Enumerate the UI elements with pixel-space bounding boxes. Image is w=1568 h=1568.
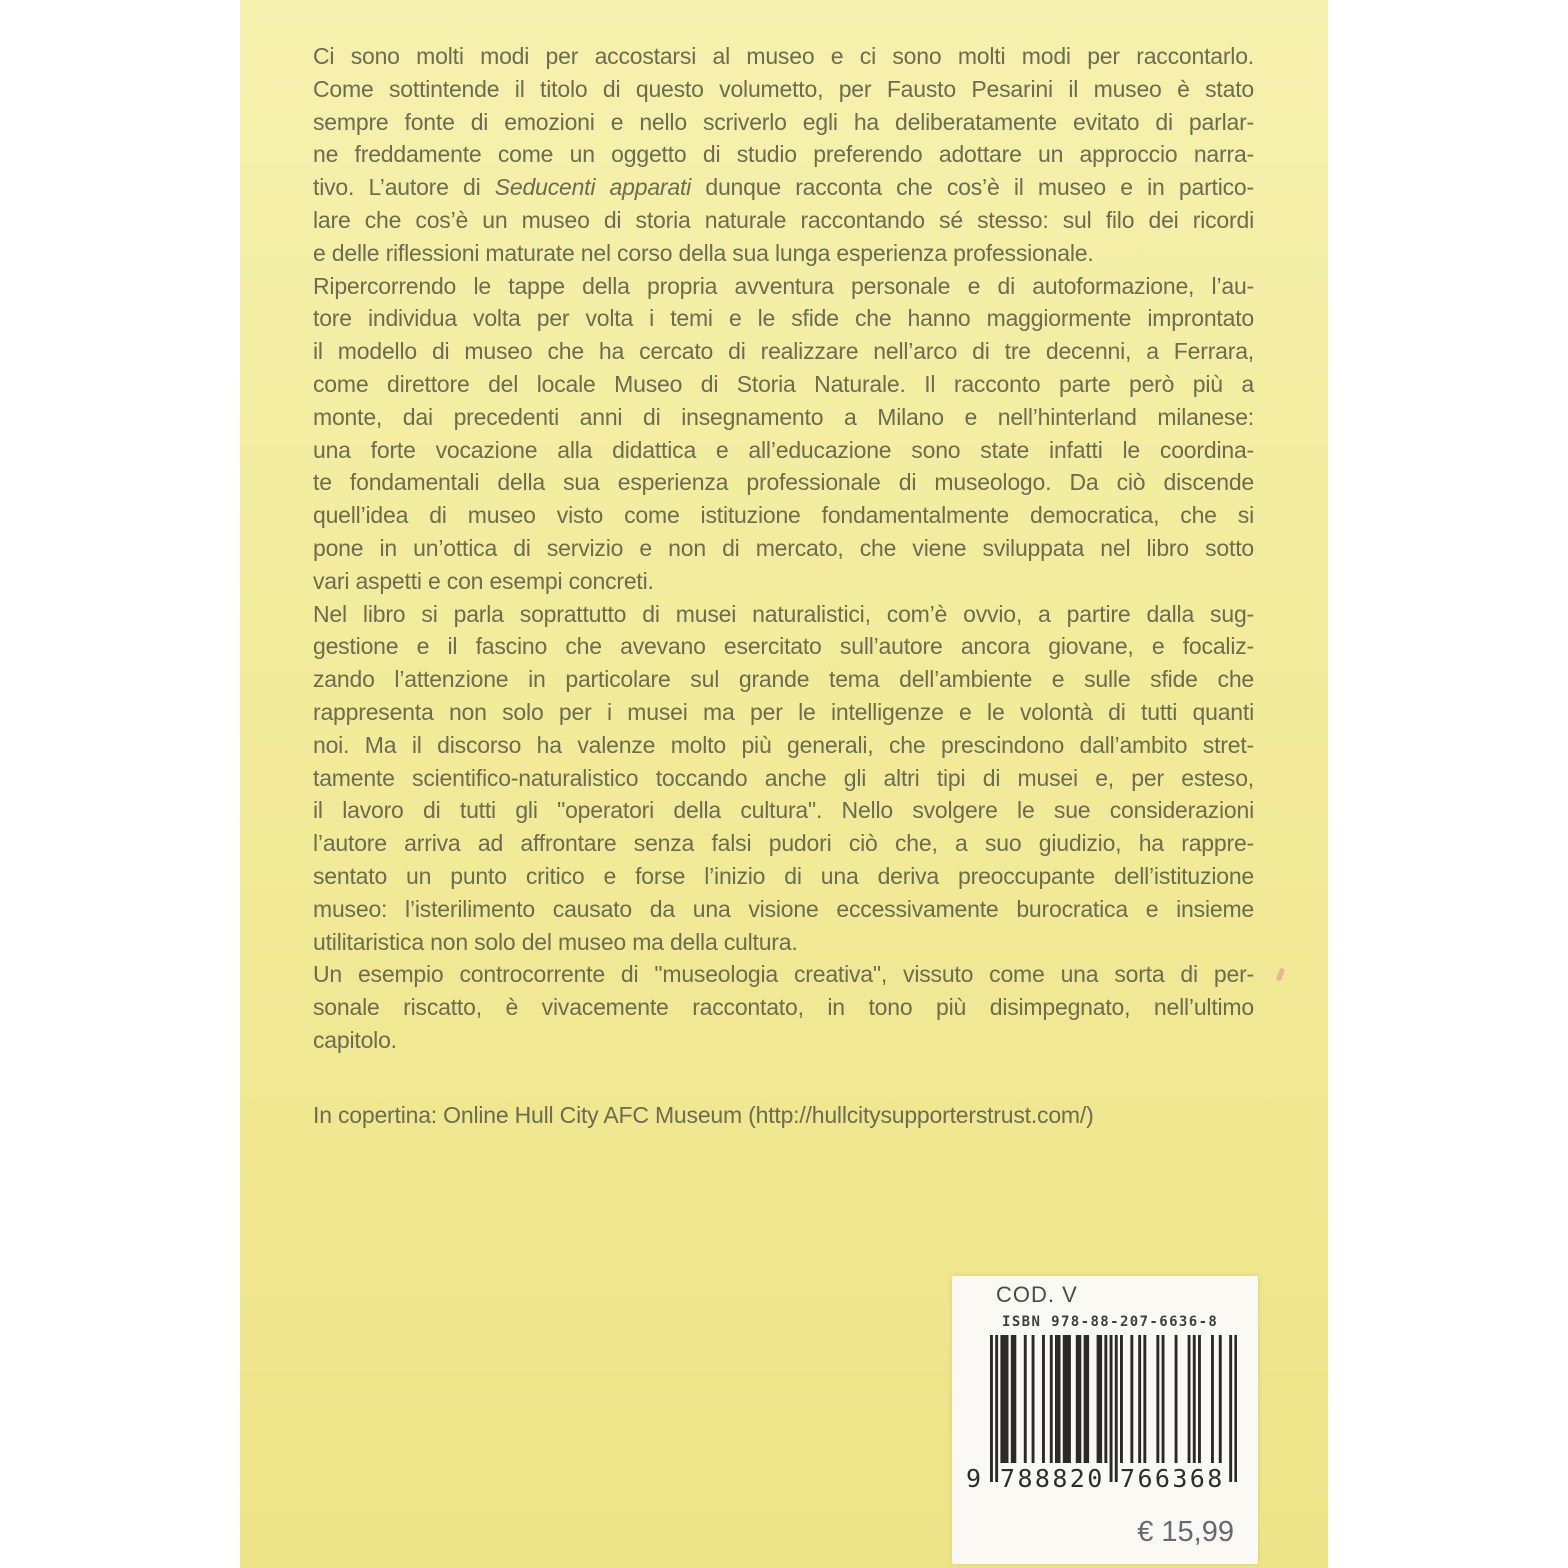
blurb-line: tivo. L’autore di Seducenti apparati dunque racconta che cos’è il museo e in partico- (313, 174, 1254, 201)
blurb-line: tore individua volta per volta i temi e le sfide che hanno maggiormente improntato (313, 305, 1254, 332)
blurb-line: lare che cos’è un museo di storia naturale raccontando sé stesso: sul filo dei ricordi (313, 206, 1254, 233)
cover-credit-line: In copertina: Online Hull City AFC Museum (http://hullcitysupporterstrust.com/) (313, 1102, 1094, 1128)
blurb-line: tamente scientifico-naturalistico toccando anche gli altri tipi di musei e, per esteso, (313, 764, 1254, 791)
blurb-line: sentato un punto critico e forse l’inizio di una deriva preoccupante dell’istituzione (313, 862, 1254, 889)
barcode-panel (952, 1276, 1258, 1564)
blurb-line: quell’idea di museo visto come istituzione fondamentalmente democratica, che si (313, 502, 1254, 529)
blurb-line: l’autore arriva ad affrontare senza falsi pudori ciò che, a suo giudizio, ha rappre- (313, 830, 1254, 857)
ean-digit-group: 9 (966, 1464, 984, 1493)
price-label: € 15,99 (1137, 1516, 1234, 1548)
blurb-line: Come sottintende il titolo di questo volumetto, per Fausto Pesarini il museo è stato (313, 75, 1254, 102)
ean-digit-group: 766368 (1120, 1464, 1225, 1493)
blurb-line: museo: l’isterilimento causato da una visione eccessivamente burocratica e insieme (313, 895, 1254, 922)
print-speck (1276, 968, 1286, 982)
blurb-line: utilitaristica non solo del museo ma della cultura. (313, 928, 798, 955)
book-back-cover (240, 0, 1328, 1568)
code-label: COD. V (996, 1282, 1078, 1307)
blurb-line: come direttore del locale Museo di Storia Naturale. Il racconto parte però più a (313, 370, 1254, 397)
ean-barcode (990, 1335, 1237, 1483)
blurb-line: sonale riscatto, è vivacemente raccontato, in tono più disimpegnato, nell’ultimo (313, 994, 1254, 1021)
blurb-text (313, 40, 1254, 1057)
blurb-line: capitolo. (313, 1026, 397, 1053)
blurb-line: noi. Ma il discorso ha valenze molto più generali, che prescindono dall’ambito stret- (313, 731, 1254, 758)
blurb-line: rappresenta non solo per i musei ma per le intelligenze e le volontà di tutti quanti (313, 698, 1254, 725)
blurb-line: Nel libro si parla soprattutto di musei naturalistici, com’è ovvio, a partire dalla sug- (313, 600, 1254, 627)
blurb-line: gestione e il fascino che avevano esercitato sull’autore ancora giovane, e focaliz- (313, 633, 1254, 660)
blurb-line: Ripercorrendo le tappe della propria avventura personale e di autoformazione, l’au- (313, 272, 1254, 299)
blurb-line: vari aspetti e con esempi concreti. (313, 567, 654, 594)
blurb-line: una forte vocazione alla didattica e all’educazione sono state infatti le coordina- (313, 436, 1254, 463)
blurb-line: ne freddamente come un oggetto di studio preferendo adottare un approccio narra- (313, 141, 1254, 168)
blurb-line: il lavoro di tutti gli "operatori della cultura". Nello svolgere le sue considerazioni (313, 797, 1254, 824)
blurb-line: pone in un’ottica di servizio e non di mercato, che viene sviluppata nel libro sotto (313, 534, 1254, 561)
blurb-line: il modello di museo che ha cercato di realizzare nell’arco di tre decenni, a Ferrara, (313, 338, 1254, 365)
blurb-line: Un esempio controcorrente di "museologia creativa", vissuto come una sorta di per- (313, 961, 1254, 988)
blurb-line: Ci sono molti modi per accostarsi al museo e ci sono molti modi per raccontarlo. (313, 43, 1254, 69)
blurb-line: te fondamentali della sua esperienza professionale di museologo. Da ciò discende (313, 469, 1254, 496)
blurb-line: e delle riflessioni maturate nel corso della sua lunga esperienza professionale. (313, 239, 1094, 266)
blurb-line: monte, dai precedenti anni di insegnamento a Milano e nell’hinterland milanese: (313, 403, 1254, 430)
blurb-line: zando l’attenzione in particolare sul grande tema dell’ambiente e sulle sfide che (313, 666, 1254, 693)
blurb-line: sempre fonte di emozioni e nello scriverlo egli ha deliberatamente evitato di parlar- (313, 108, 1254, 135)
ean-digit-group: 788820 (1000, 1464, 1105, 1493)
isbn-label: ISBN 978-88-207-6636-8 (1002, 1314, 1219, 1330)
